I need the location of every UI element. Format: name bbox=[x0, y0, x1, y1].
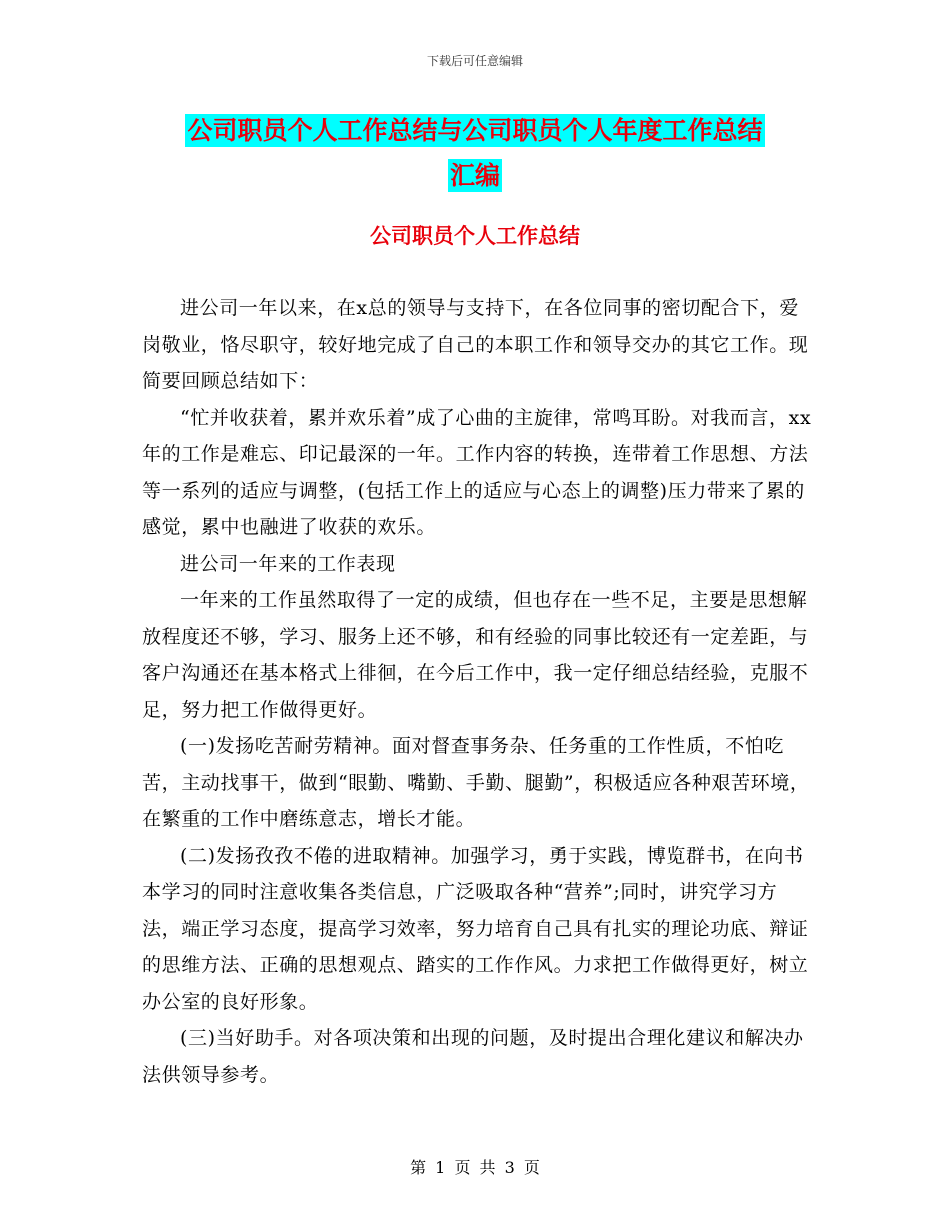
paragraph: 进公司一年以来，在x总的领导与支持下，在各位同事的密切配合下，爱岗敬业，恪尽职守，较好地完成了自己的本职工作和领导交办的其它工作。现简要回顾总结如下： bbox=[142, 297, 809, 392]
paragraph: 一年来的工作虽然取得了一定的成绩，但也存在一些不足，主要是思想解放程度还不够，学习、服务上还不够，和有经验的同事比较还有一定差距，与客户沟通还在基本格式上徘徊，在今后工作中，我一定仔细总结经验，克服不足，努力把工作做得更好。 bbox=[142, 589, 809, 721]
paragraph: (一)发扬吃苦耐劳精神。面对督查事务杂、任务重的工作性质，不怕吃苦，主动找事干，做到“眼勤、嘴勤、手勤、腿勤”，积极适应各种艰苦环境，在繁重的工作中磨练意志，增长才能。 bbox=[142, 735, 810, 830]
header-note: 下载后可任意编辑 bbox=[426, 54, 523, 68]
paragraph: (三)当好助手。对各项决策和出现的问题，及时提出合理化建议和解决办法供领导参考。 bbox=[142, 1027, 804, 1086]
paragraph: (二)发扬孜孜不倦的进取精神。加强学习，勇于实践，博览群书，在向书本学习的同时注意收集各类信息，广泛吸取各种“营养”;同时，讲究学习方法，端正学习态度，提高学习效率，努力培育自己具有扎实的理论功底、辩证的思维方法、正确的思想观点、踏实的工作作风。力求把工作做得更好，树立办公室的良好形象。 bbox=[142, 844, 809, 1013]
section-title: 公司职员个人工作总结 bbox=[370, 224, 580, 248]
document-title bbox=[140, 108, 810, 198]
document-title-line2: 汇编 bbox=[449, 161, 500, 190]
paragraph: “忙并收获着，累并欢乐着”成了心曲的主旋律，常鸣耳盼。对我而言，xx年的工作是难忘、印记最深的一年。工作内容的转换，连带着工作思想、方法等一系列的适应与调整，(包括工作上的适应与心态上的调整)压力带来了累的感觉，累中也融进了收获的欢乐。 bbox=[142, 406, 812, 538]
page-footer: 第 1 页 共 3 页 bbox=[410, 1158, 540, 1177]
document-title-line1: 公司职员个人工作总结与公司职员个人年度工作总结 bbox=[187, 116, 763, 145]
paragraph-heading: 进公司一年来的工作表现 bbox=[180, 552, 396, 575]
document-body bbox=[142, 290, 816, 1093]
